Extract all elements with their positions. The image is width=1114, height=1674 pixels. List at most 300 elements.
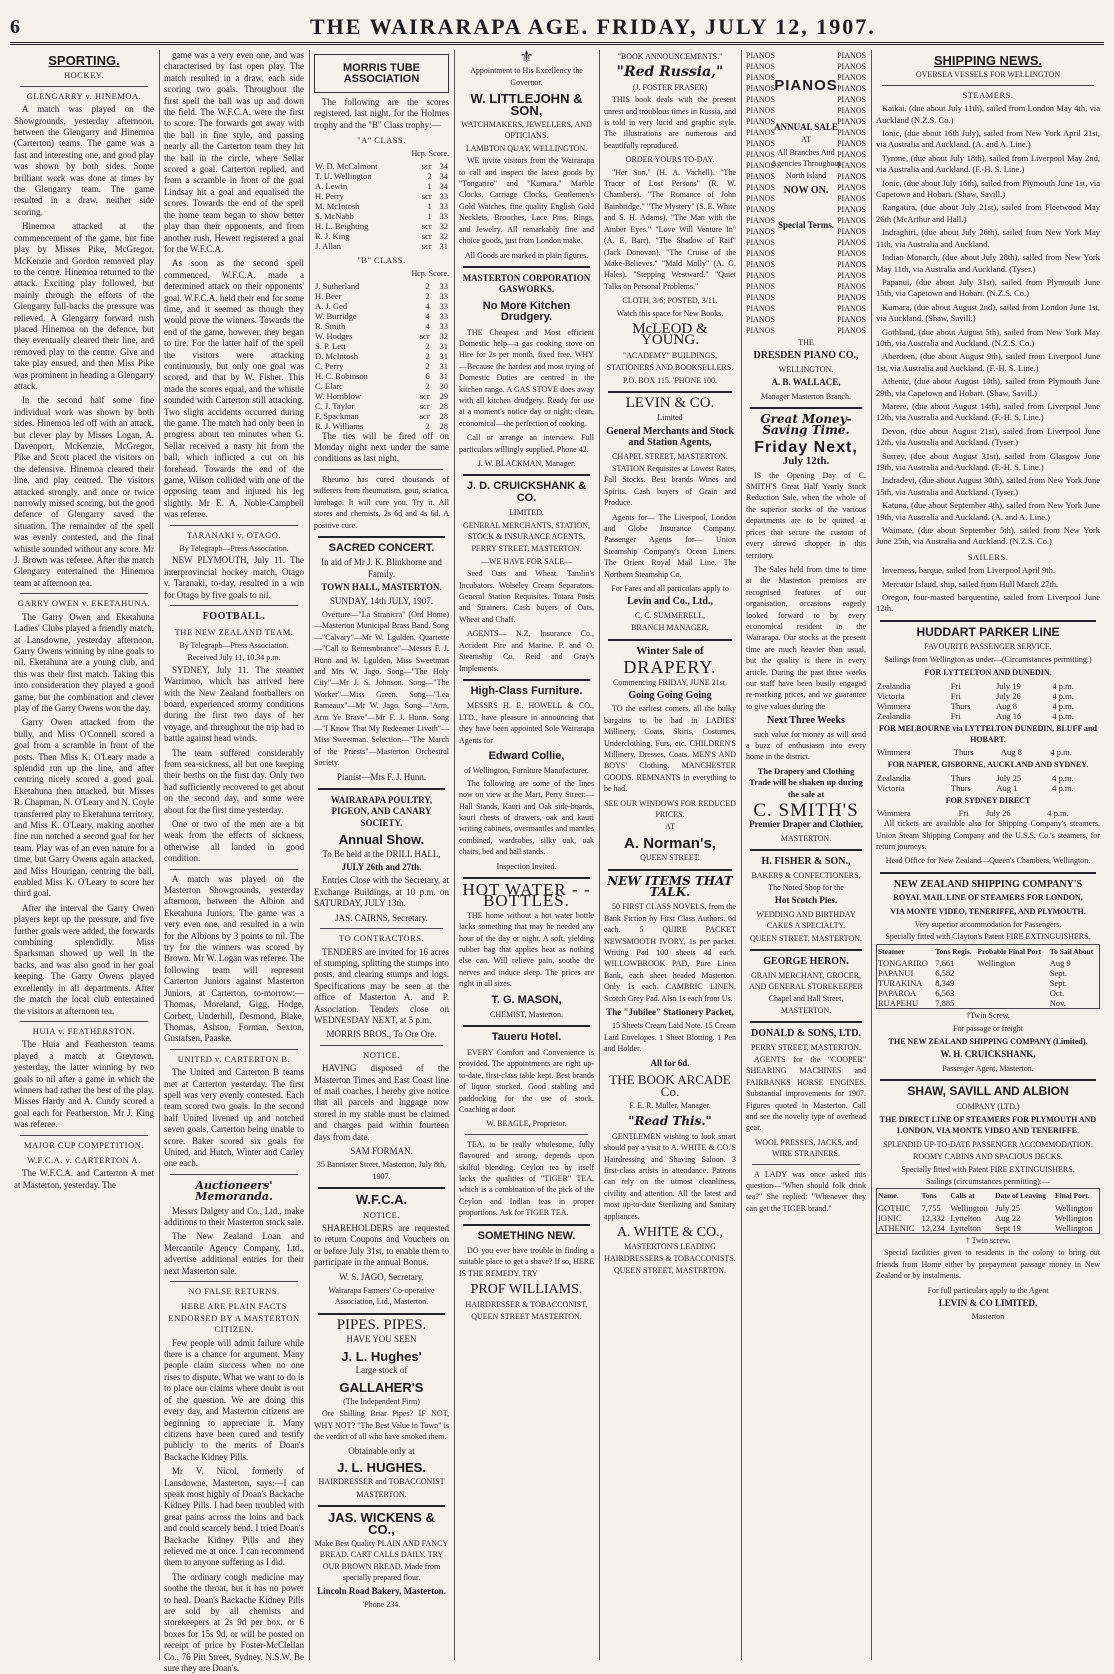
pianos-center: [764, 122, 848, 232]
score-row: [314, 241, 449, 251]
handicap: 4: [425, 310, 430, 321]
class-heading: "A" CLASS.: [357, 135, 406, 146]
table-cell: IONIC: [878, 1212, 902, 1223]
advert-line: HAVE YOU SEEN: [346, 1334, 417, 1345]
sailing-table-napier: [876, 773, 1100, 793]
score: 31: [439, 360, 448, 371]
divider: [463, 266, 590, 268]
pianos-word: PIANOS: [837, 326, 866, 335]
advert-line: For passage or freight: [953, 1023, 1023, 1033]
steamer-entry: Waimate, (due about September 5th), sailed from New York June 25th, via Australia and Auckland. (N.Z.S. Co.): [876, 525, 1100, 547]
pianos-word: PIANOS: [746, 194, 775, 203]
pianos-word: PIANOS: [837, 271, 866, 280]
table-cell: Wimmera: [877, 700, 911, 711]
score-row: [314, 221, 449, 231]
shooter-name: R. Smith: [315, 320, 346, 331]
venue: TOWN HALL, MASTERTON.: [321, 582, 442, 593]
score-row: [314, 291, 449, 301]
signature: W. S. JAGO, Secretary.: [339, 1271, 424, 1282]
steamer-entry: Athenic, (due about August 10th), sailed from Plymouth June 29th, via Capetown and Hobart. (Shaw, Savill.): [876, 376, 1100, 398]
pianos-row: [746, 314, 866, 325]
advert-line: ANNUAL SALE: [774, 122, 838, 132]
advert-line: Obtainable only at: [348, 1445, 415, 1456]
table-cell: 4 p.m.: [1052, 772, 1074, 783]
pianos-row: [746, 94, 866, 105]
table-cell: Fri: [950, 690, 961, 701]
table-cell: 4 p.m.: [1047, 808, 1069, 819]
ship-row: [877, 978, 1100, 988]
article-paragraph: WE invite visitors from the Wairarapa to call and inspect the latest goods by "Tongariro" and "Kumara." Marble Clocks, Carriage Clocks, Gentlemen's Gold Watches, fine quality English Gold Necklets, Brooches, Lace Pins, Rings, and Jewelry. All remarkably fine and choice goods, just from London make.: [459, 156, 594, 246]
advert-line: "BOOK ANNOUNCEMENTS.": [617, 52, 723, 61]
handicap: scr: [421, 240, 432, 251]
sale-date: July 12th.: [782, 455, 830, 468]
match-heading: HUIA v. FEATHERSTON.: [32, 1025, 136, 1036]
score: 33: [439, 210, 448, 221]
score: 30: [439, 380, 448, 391]
pianos-word: PIANOS: [746, 326, 775, 335]
pianos-word: PIANOS: [837, 194, 866, 203]
taueru-hotel-heading: Taueru Hotel.: [491, 1031, 562, 1044]
pianos-word: PIANOS: [746, 205, 775, 214]
steamer-entry: Kumara, (due about August 2nd), sailed from London June 1st, via Auckland. (Shaw, Savill.): [876, 301, 1100, 324]
table-cell: Aug 22: [995, 1212, 1021, 1223]
divider: [318, 1187, 445, 1189]
advert-line: Inspection Invited.: [496, 861, 557, 871]
table-cell: 4 p.m.: [1052, 710, 1074, 721]
article-paragraph: game was a very even one, and was characterised by fast open play. The match resulted in a draw, each side scoring two goals. Throughout the first spell the ball was up and down the field. The W.F.C.A. were the first to score. The forwards got away with the ball in fine style, and passing nearly all the Carterton team they hit the ball in the circle, where Sellar scored a goal. Carterton replied, and from a scramble in front of the goal Lindsay hit a goal and equalised the scores. Towards the end of the spell the home team began to show better play than their opponents, and from another rush, Hewett registered a goal for the W.F.C.A.: [164, 50, 304, 254]
advert-line: All for 6d.: [650, 1057, 690, 1068]
advert-line: Premier Draper and Clothier,: [749, 819, 863, 830]
score: 29: [439, 390, 448, 401]
article-paragraph: The Sales held from time to time at the Masterton premises are recognised features of our organisation, occasions eagerly looked forward to by every economical resident in the Wairarapa. Our stocks at the present time are much heavier than usual, but the quality is there in every article. During the past three weeks our staff have been busily engaged re-marking prices, and we guarantee to give values during the: [746, 564, 866, 711]
article-paragraph: AGENTS— N.Z. Insurance Co., Accident Fire and Marine. P. and O. Steamship Co. Reid and Gray's Implements.: [459, 629, 594, 673]
pianos-word: PIANOS: [837, 227, 866, 236]
advert-line: STATIONERS AND BOOKSELLERS.: [606, 363, 734, 373]
divider: [318, 788, 445, 790]
ship-row: [877, 958, 1100, 968]
divider: [318, 536, 445, 538]
shooter-name: A. Lewin: [315, 180, 348, 191]
sailer-entry: Oregon, four-masted barquentine, sailed from Liverpool June 12th.: [876, 592, 1100, 614]
sailing-row: [876, 691, 1100, 701]
handicap: scr: [419, 400, 430, 411]
pianos-heading: PIANOS: [774, 77, 838, 94]
pianos-row: [746, 259, 866, 270]
divider: [608, 869, 732, 871]
handicap: 2: [425, 350, 430, 361]
divider: [608, 639, 732, 641]
score-row: [314, 421, 449, 431]
score-row: [314, 181, 449, 191]
advert-line: WOOL PRESSES, JACKS, and WIRE STRAINERS.: [754, 1137, 858, 1159]
hughes-name-2: J. L. HUGHES.: [337, 1459, 426, 1475]
signature: J. W. BLACKMAN, Manager.: [477, 459, 576, 468]
article-paragraph: The following are the scores registered, last night, for the Holmes trophy and the "B" Class trophy:—: [314, 96, 449, 130]
dresden-name: DRESDEN PIANO CO.,: [753, 350, 859, 362]
score-row: [314, 341, 449, 351]
pianos-word: PIANOS: [746, 117, 775, 126]
handicap: 2: [425, 360, 430, 371]
shooter-name: C. J. Taylor: [315, 400, 355, 411]
byline: By Telegraph—Press Association.: [179, 544, 289, 554]
page-number: 6: [10, 16, 20, 38]
score-row: [314, 191, 449, 201]
advert-line: QUEEN STREET.: [640, 853, 700, 863]
shooter-name: R. J. Williams: [315, 420, 364, 431]
subheading-football: FOOTBALL.: [202, 611, 266, 623]
pianos-word: PIANOS: [746, 73, 775, 82]
article-paragraph: AGENTS for the "COOPER" SHEARING MACHINES and FAIRBANKS HORSE ENGINES. Substantial improvements for 1907. Figures quoted in Masterton. Call and see the novelty type of overhead gear.: [746, 1054, 866, 1133]
advert-line: Next Three Weeks: [767, 715, 845, 727]
article-paragraph: Mr V. Nicol, formerly of Lansdowne, Masterton, says:—I can speak most highly of Doan's Backache Kidney Pills. I had been troubled with great pains across the loins and back and could scarcely bend. I tried Doan's Backache Kidney Pills and they relieved me at once. I can recommend them to anyone suffering as I did.: [164, 1466, 304, 1568]
advert-line: CHEMIST, Masterton.: [490, 1010, 563, 1020]
score-row: [314, 231, 449, 241]
table-cell: 7,885: [935, 998, 955, 1009]
divider: [750, 949, 862, 951]
table-cell: Wellington: [1055, 1222, 1093, 1233]
column-sporting-continued: [160, 50, 308, 1674]
address: 35 Bannister Street, Masterton, July 8th, 1907.: [316, 1160, 447, 1181]
advert-line: Appointment to His Excellency the Governor.: [470, 66, 583, 87]
advert-line: COMPANY (LTD.): [956, 1101, 1020, 1111]
pianos-word: PIANOS: [746, 315, 775, 324]
advert-line: The Drapery and Clothing Trade will be shaken up during the sale at: [749, 765, 863, 799]
advert-line: LAMBTON QUAY, WELLINGTON.: [465, 143, 588, 153]
advert-line: FAVOURITE PASSENGER SERVICE.: [924, 642, 1052, 652]
column-shipping: [872, 50, 1104, 1660]
advert-line: WATCHMAKERS, JEWELLERS, AND OPTICIANS.: [461, 120, 592, 141]
article-paragraph: Messrs Dalgety and Co., Ltd., make additions to their Masterton stock sale.: [164, 1205, 304, 1227]
pianos-advert: [746, 50, 866, 336]
shooter-name: A. J. Ged: [315, 300, 348, 311]
divider: [880, 620, 1096, 622]
phone: 'Phone 234.: [362, 1600, 401, 1609]
table-cell: 4 p.m.: [1050, 747, 1072, 758]
pianos-word: PIANOS: [746, 183, 775, 192]
steamer-entry: Marere, (due about August 14th), sailed from Liverpool June 12th, via Australia and Auckland. (F.-H. S. Line.): [876, 400, 1100, 423]
hot-water-heading: HOT WATER - - BOTTLES.: [462, 880, 591, 911]
score-row: [314, 161, 449, 171]
table-cell: Wellington: [950, 1202, 988, 1213]
table-header: Final Port.: [1055, 1191, 1090, 1201]
advert-line: CLOTH, 3/6; POSTED, 3/11.: [622, 296, 718, 306]
divider: [318, 1505, 445, 1507]
table-cell: 7,661: [935, 958, 955, 969]
divider: [318, 1313, 445, 1315]
article-paragraph: DO you ever have trouble in finding a suitable place to get a shave? If so, HERE IS THE REMEDY. TRY: [459, 1245, 594, 1278]
shooter-name: C. Perry: [315, 360, 344, 371]
pianos-row: [746, 105, 866, 116]
advert-line: PERRY STREET, MASTERTON.: [471, 544, 582, 554]
steamer-list: [876, 103, 1100, 548]
pianos-word: PIANOS: [837, 161, 866, 170]
advert-line: Limited: [657, 413, 683, 423]
article-paragraph: Special facilities given to residents in the colony to bring out friends from Home either by prepayment passage money in New Zealand or by instalments.: [876, 1248, 1100, 1281]
table-cell: 6,563: [935, 988, 955, 999]
advert-line: ORDER YOURS TO-DAY.: [625, 155, 715, 165]
advert-line: ROYAL MAIL LINE OF STEAMERS FOR LONDON,: [893, 893, 1083, 903]
handicap: 1: [427, 210, 432, 221]
steamer-entry: Rangatira, (due about July 21st), sailed from Fleetwood May 26th (McArthur and Hall.): [876, 202, 1100, 224]
route-heading: FOR SYDNEY DIRECT: [945, 795, 1031, 805]
sailing-row: [876, 681, 1100, 691]
steamer-entry: Katuna, (due about September 4th), sailed from New York June 19th, via Australia and Auckland. (A. and A. Line.): [876, 500, 1100, 522]
advert-line: THE NEW ZEALAND SHIPPING COMPANY (Limited).: [888, 1037, 1088, 1046]
pianos-word: PIANOS: [837, 51, 866, 60]
pianos-row: [746, 292, 866, 303]
steamer-entry: Ionic, (due about July 16th), sailed from Plymouth June 1st, via Capetown and Hobart. (Shaw, Savill.): [876, 177, 1100, 200]
article-paragraph: THE home without a hot water bottle lacks something that may be needed any hour of the day or night. A soft, yielding rubber bag that applies heat as nothing else can. Will relieve pain, soothe the nerves and induce sleep. The prices are right in all sizes.: [459, 910, 594, 989]
b-class-scores: [314, 281, 449, 431]
pianos-row: [746, 325, 866, 336]
table-cell: RUAPEHU: [878, 998, 919, 1009]
advert-heading: NOTICE.: [363, 1209, 400, 1220]
table-cell: Oct.: [1049, 988, 1065, 999]
levin-name: LEVIN & CO.: [625, 394, 715, 411]
signature: W. H. CRUICKSHANK,: [940, 1049, 1036, 1060]
pianos-word: PIANOS: [837, 73, 866, 82]
sailer-entry: Mercator Island, ship, sailed from Hull March 27th.: [882, 578, 1059, 589]
shooter-name: H. C. Robinson: [315, 370, 368, 381]
advert-heading: NO FALSE RETURNS.: [188, 1286, 280, 1297]
pipes-heading: PIPES. PIPES.: [336, 1316, 427, 1333]
divider: [170, 1174, 298, 1175]
something-new-heading: SOMETHING NEW.: [477, 1229, 576, 1242]
pianos-word: PIANOS: [837, 117, 866, 126]
mason-name: T. G. MASON,: [491, 993, 562, 1006]
advert-line: WELLINGTON.: [778, 364, 834, 374]
advert-line: SPLENDID UP-TO-DATE PASSENGER ACCOMMODATION.: [883, 1139, 1093, 1149]
concert-programme: Overture—"La Stranicra" (Ord Home)—Masterton Municipal Brass Band. Song—"Calvary"—Mr W. Lgulden. Quartette—"Call to Remembrance"—Messrs F. J. Hunn and W. Lgulden, Miss Sweetman and Mrs W. Jago. Song—"The Holy City"—Mr J. S. Johnson. Song—"The Worker"—Miss Green. Song—"Lea Rameaux"—Mr W. Jago. Song—"Arm, Arm Ye Brave"—Mr F. J. Hunn. Song—"I Know That My Redeemer Liveth"—Miss Sweetman. Selection—"The March of the Priests"—Masterton Orchestral Society.: [314, 609, 449, 768]
article-paragraph: Call or arrange an interview. Full particulars willingly supplied. Phone 42.: [459, 433, 594, 454]
article-paragraph: The United and Carterton B teams met at Carterton yesterday. The first spell was very evenly contested. Each team scored two goals. In the second half United livened up and notched seven goals, Carterton being unable to score. Baker scored six goals for United, and Hutch, Winter and Carley one each.: [164, 1067, 304, 1169]
sailing-row: [876, 783, 1100, 793]
advert-line: Hot Scotch Pies.: [774, 895, 838, 906]
table-cell: 4 p.m.: [1052, 700, 1074, 711]
shooter-name: S. McNabb: [315, 210, 354, 221]
article-paragraph: Agents for— The Liverpool, London and Globe Insurance Company. Passenger Agents for— Union Steamship Company's Ocean Liners. The Orient Royal Mail Line. The Northern Steamship Co.: [604, 512, 736, 579]
table-cell: July 19: [995, 680, 1021, 691]
pianos-word: PIANOS: [746, 216, 775, 225]
signature: W. BEAGLE, Proprietor.: [486, 1119, 567, 1129]
divider: [750, 849, 862, 851]
advert-line: QUEEN STREET, MASTERTON.: [749, 933, 863, 943]
article-paragraph: such value for money as will send a buzz of enthusiasm into every home in the district.: [746, 729, 866, 762]
advert-line: CHAPEL STREET, MASTERTON.: [612, 451, 728, 461]
score: 28: [439, 420, 448, 431]
score: 31: [439, 240, 448, 251]
article-paragraph: THIS book deals with the present unrest and troublous times in Russia, and is told in very lucid and graphic style. The illustrations are numerous and beautifully reproduced.: [604, 95, 736, 150]
pianos-word: PIANOS: [746, 150, 775, 159]
shooter-name: H. L. Beighting: [315, 220, 369, 231]
pianos-word: PIANOS: [837, 315, 866, 324]
morris-tube-title: MORRIS TUBE ASSOCIATION: [343, 62, 420, 86]
table-header: Date of Leaving: [995, 1191, 1046, 1201]
table-cell: Zealandia: [877, 680, 911, 691]
score-row: [314, 331, 449, 341]
pianos-word: PIANOS: [837, 172, 866, 181]
steamer-entry: Indradevi, (due about August 30th), sailed from New York June 15th, via Australia and Auckland. (Tyser.): [876, 475, 1100, 497]
table-cell: Wellington: [977, 958, 1016, 969]
match-heading: MAJOR CUP COMPETITION.: [23, 1139, 144, 1150]
table-cell: [977, 988, 1049, 998]
hughes-name: J. L. Hughes': [341, 1348, 422, 1364]
advert-line: Going Going Going: [628, 689, 712, 701]
gasworks-heading: MASTERTON CORPORATION GASWORKS.: [462, 272, 591, 295]
pianos-word: PIANOS: [837, 139, 866, 148]
advert-line: OVERSEA VESSELS FOR WELLINGTON: [915, 70, 1061, 80]
steamer-entry: Ionic, (due about 16th July), sailed from New York April 21st, via Australia and Auckland. (A. and A. Line.): [876, 128, 1100, 150]
masthead: [10, 10, 1104, 45]
great-saving-heading: Great Money-Saving Time.: [760, 412, 852, 438]
table-header: Calls at: [950, 1191, 975, 1201]
gallaher-name: GALLAHER'S: [339, 1379, 424, 1395]
advert-line: Sailings from Wellington as under—(Circumstances permitting.): [884, 654, 1092, 664]
advert-line: QUEEN STREET MASTERTON.: [471, 1312, 582, 1321]
pianos-row: [746, 50, 866, 61]
score-row: [314, 371, 449, 381]
newspaper-title: THE WAIRARAPA AGE. FRIDAY, JULY 12, 1907.: [310, 14, 876, 39]
pianos-word: PIANOS: [746, 249, 775, 258]
advert-heading: NOTICE.: [363, 1049, 400, 1060]
pianos-word: PIANOS: [746, 106, 775, 115]
section-heading-sporting: SPORTING.: [48, 53, 120, 68]
ship-row: [877, 1213, 1100, 1223]
handicap: 6: [425, 370, 430, 381]
advert-line: (J. FOSTER FRASER): [632, 82, 708, 92]
score-row: [314, 381, 449, 391]
table-cell: Aug 1: [996, 782, 1018, 793]
score: 34: [439, 160, 448, 171]
table-cell: TURAKINA: [878, 978, 923, 989]
article-paragraph: The team suffered considerably from sea-sickness, all but one keeping their berths on the first day. Only two had sufficiently recovered to get about on the second day, and some were about for the first time yesterday.: [164, 747, 304, 815]
advert-line: MASTERTON.: [780, 833, 832, 843]
shooter-name: F. Spackman: [315, 410, 359, 421]
pianos-word: PIANOS: [746, 260, 775, 269]
divider: [463, 877, 590, 879]
article-paragraph: After the interval the Garry Owen players kept up the pressure, and five further goals were added, the forwards combining splendidly. Miss Sparksman showed up well in the backs, and was also good in her goal keeping. The Garry Owens played excellently in all departments. After the match the local club entertained the visitors at afternoon tea.: [14, 902, 154, 1016]
table-cell: Wimmera: [877, 808, 911, 819]
article-paragraph: HAVING disposed of the Masterton Times and East Coast line of mail coaches, I hereby give notice that all parcels and luggage now stored in my stable must be claimed and charges paid within fourteen days from date.: [314, 1063, 449, 1142]
score: 28: [439, 400, 448, 411]
advert-line: THE: [798, 338, 814, 347]
score: 31: [439, 340, 448, 351]
score-row: [314, 361, 449, 371]
divider: [170, 605, 298, 606]
article-paragraph: Garry Owen attacked from the bully, and Miss O'Connell scored a goal from a scramble in front of the posts. Then Miss K. O'Leary made a splendid run up the line, and after centring nicely scored a good goal. Eketahuna then attacked, but Misses R. Chapman, N. O'Leary and N. Coyle transferred play to Eketahuna territory, and Miss K. O'Leary, making another fine run notched a second goal for her team. Play was of an even nature for a time, but Garry Owens again attacked, and Miss Hourigan, centring the ball, enabled Miss K. O'Leary to score her third goal.: [14, 717, 154, 899]
advert-line: The Noted Shop for the: [768, 883, 844, 893]
pianos-word: PIANOS: [746, 172, 775, 181]
article-paragraph: 15 Sheets Cream Laid Note. 15 Cream Laid Envelopes. 1 Sheet Blotting. 1 Pen and Holder.: [604, 1021, 736, 1054]
shooter-name: M. McIntosh: [315, 200, 360, 211]
table-cell: 4 p.m.: [1052, 680, 1074, 691]
handicap: 2: [425, 420, 430, 431]
sailer-entry: Inverness, barque, sailed from Liverpool April 9th.: [882, 565, 1056, 576]
article-paragraph: Hinemoa attacked at the commencement of the game, but fine play by Misses Pike, McGregor, McKenzie and Gordon removed play to the centre. Hinemoa returned to the attack. Exciting play followed, but mainly through the efforts of the Glengarry full-backs the pressure was relieved. A Glengarry forward rush placed Hinemoa on the defence, but they eventually cleared their line, and removed play to the centre. Give and take play ensued, and then Miss Pike was prominent in heading a Glengarry attack.: [14, 221, 154, 391]
article-paragraph: The W.F.C.A. and Carterton A met at Masterton, yesterday. The: [14, 1168, 154, 1190]
pianos-row: [746, 237, 866, 248]
advert-line: NOW ON.: [783, 185, 829, 197]
column-advertisements-3: [742, 50, 870, 1660]
article-paragraph: GENTLEMEN wishing to look smart should pay a visit to A. WHITE & CO.'S Hairdressing and Shaving Saloon. 3 first-class artists in attendance. Patrons can rely on the utmost cleanliness, civility and attention. All the latest and most up-to-date Sterilizing and Sanitary appliances.: [604, 1131, 736, 1221]
pianos-word: PIANOS: [837, 183, 866, 192]
match-heading: W.F.C.A. v. CARTERTON A.: [27, 1154, 141, 1165]
column-advertisements-2: [600, 50, 740, 1660]
score: 33: [439, 320, 448, 331]
table-cell: Wellington: [1055, 1202, 1093, 1213]
pianos-word: PIANOS: [746, 293, 775, 302]
pianos-row: [746, 248, 866, 259]
divider: [882, 85, 1094, 86]
pianos-word: PIANOS: [746, 161, 775, 170]
route-heading: FOR MELBOURNE via LYTTELTON DUNEDIN, BLUFF and HOBART.: [879, 723, 1097, 744]
advert-line: GENERAL MERCHANTS, STATION, STOCK & INSURANCE AGENTS,: [462, 520, 591, 542]
divider: [463, 474, 590, 476]
table-cell: Fri: [950, 710, 961, 721]
shooter-name: R. J. King: [315, 230, 350, 241]
table-cell: Aug 8: [1000, 747, 1022, 758]
match-heading: TARANAKI v. OTAGO.: [187, 529, 281, 540]
concert-date: SUNDAY, 14th JULY, 1907.: [330, 595, 433, 606]
handicap: 2: [425, 380, 430, 391]
table-cell: Sept.: [1049, 978, 1068, 989]
pianos-word: PIANOS: [746, 51, 775, 60]
handicap: 1: [427, 200, 432, 211]
table-cell: 8,349: [935, 978, 955, 989]
table-cell: Sept 19: [995, 1222, 1021, 1233]
table-header: To Sail About: [1049, 946, 1094, 956]
advert-line: All Branches And Agencies Throughout North Island: [771, 147, 841, 180]
table-cell: Fri: [958, 808, 969, 819]
advert-line: HAIRDRESSER & TOBACCONIST.: [465, 1299, 588, 1309]
divider: [463, 1025, 590, 1027]
pianos-word: PIANOS: [837, 205, 866, 214]
shooter-name: W. D. McCalmont: [315, 160, 378, 171]
handicap: 2: [425, 290, 430, 301]
advert-line: For full particulars apply to the Agent: [927, 1285, 1049, 1295]
steamer-entry: Devon, (due about August 21st), sailed from Liverpool June 12th, via Australia and Auckland. (Tyser.): [876, 425, 1100, 448]
white-name: A. WHITE & CO.,: [616, 1224, 724, 1240]
pianos-word: PIANOS: [837, 304, 866, 313]
shooter-name: S. P. Lett: [315, 340, 346, 351]
littlejohn-name: W. LITTLEJOHN & SON,: [470, 91, 583, 118]
advert-line: F. E. R. Muller, Manager.: [629, 1100, 711, 1110]
divider: [20, 1021, 148, 1022]
article-paragraph: TENDERS are invited for 16 acres of stumping, splitting the stumps into posts, and clearing stumps and logs. Specifications may be seen at the office of Masterton A. and P. Association. Tenders close on WEDNESDAY NEXT, at 5 p.m.: [314, 946, 449, 1025]
article-paragraph: Entries Close with the Secretary, at Exchange Buildings, at 10 p.m. on SATURDAY, JULY 13th.: [314, 875, 449, 909]
book-arcade-name: THE BOOK ARCADE Co.: [609, 1072, 731, 1099]
article-paragraph: One or two of the men are a bit weak from the effects of sickness, otherwise all landed in good condition.: [164, 819, 304, 864]
score: 33: [439, 190, 448, 201]
score: 33: [439, 280, 448, 291]
pianos-word: PIANOS: [746, 62, 775, 71]
advert-line: Specially fitted with Clayton's Patent FIRE EXTINGUISHERS.: [885, 932, 1091, 942]
concert-aid: In aid of Mr J. K. Blinkhorne and Family.: [321, 557, 442, 579]
advert-line: Specially fitted with Patent FIRE EXTINGUISHERS.: [901, 1164, 1075, 1174]
sailing-table-sydney: [876, 808, 1100, 818]
pianos-row: [746, 270, 866, 281]
article-paragraph: Seed Oats and Wheat. Tamlin's Incubators. Wolseley Cream Separators. General Station Requisites. Totara Posts and Strainers. Cash buyers of Oats, Wheat and Chaff.: [459, 569, 594, 624]
advert-line: All Goods are marked in plain figures.: [464, 250, 589, 260]
divider: [880, 1079, 1096, 1081]
table-cell: Thurs: [950, 700, 971, 711]
table-cell: July 26: [985, 808, 1011, 819]
wfca-heading: W.F.C.A.: [355, 1192, 408, 1208]
score-row: [314, 211, 449, 221]
score-row: [314, 391, 449, 401]
article-paragraph: The ties will be fired off on Monday night next under the same conditions as last night.: [314, 430, 449, 464]
article-paragraph: The following are some of the lines now on view at the Mart, Perry Street:—Hall Stands, Kauri and Oak side-boards, kauri chests of drawers, oak and kauri writing cabinets, overmantles and mantles combined, wardrobes, silky oak, oak chairs, bed and hall stands.: [459, 778, 594, 857]
